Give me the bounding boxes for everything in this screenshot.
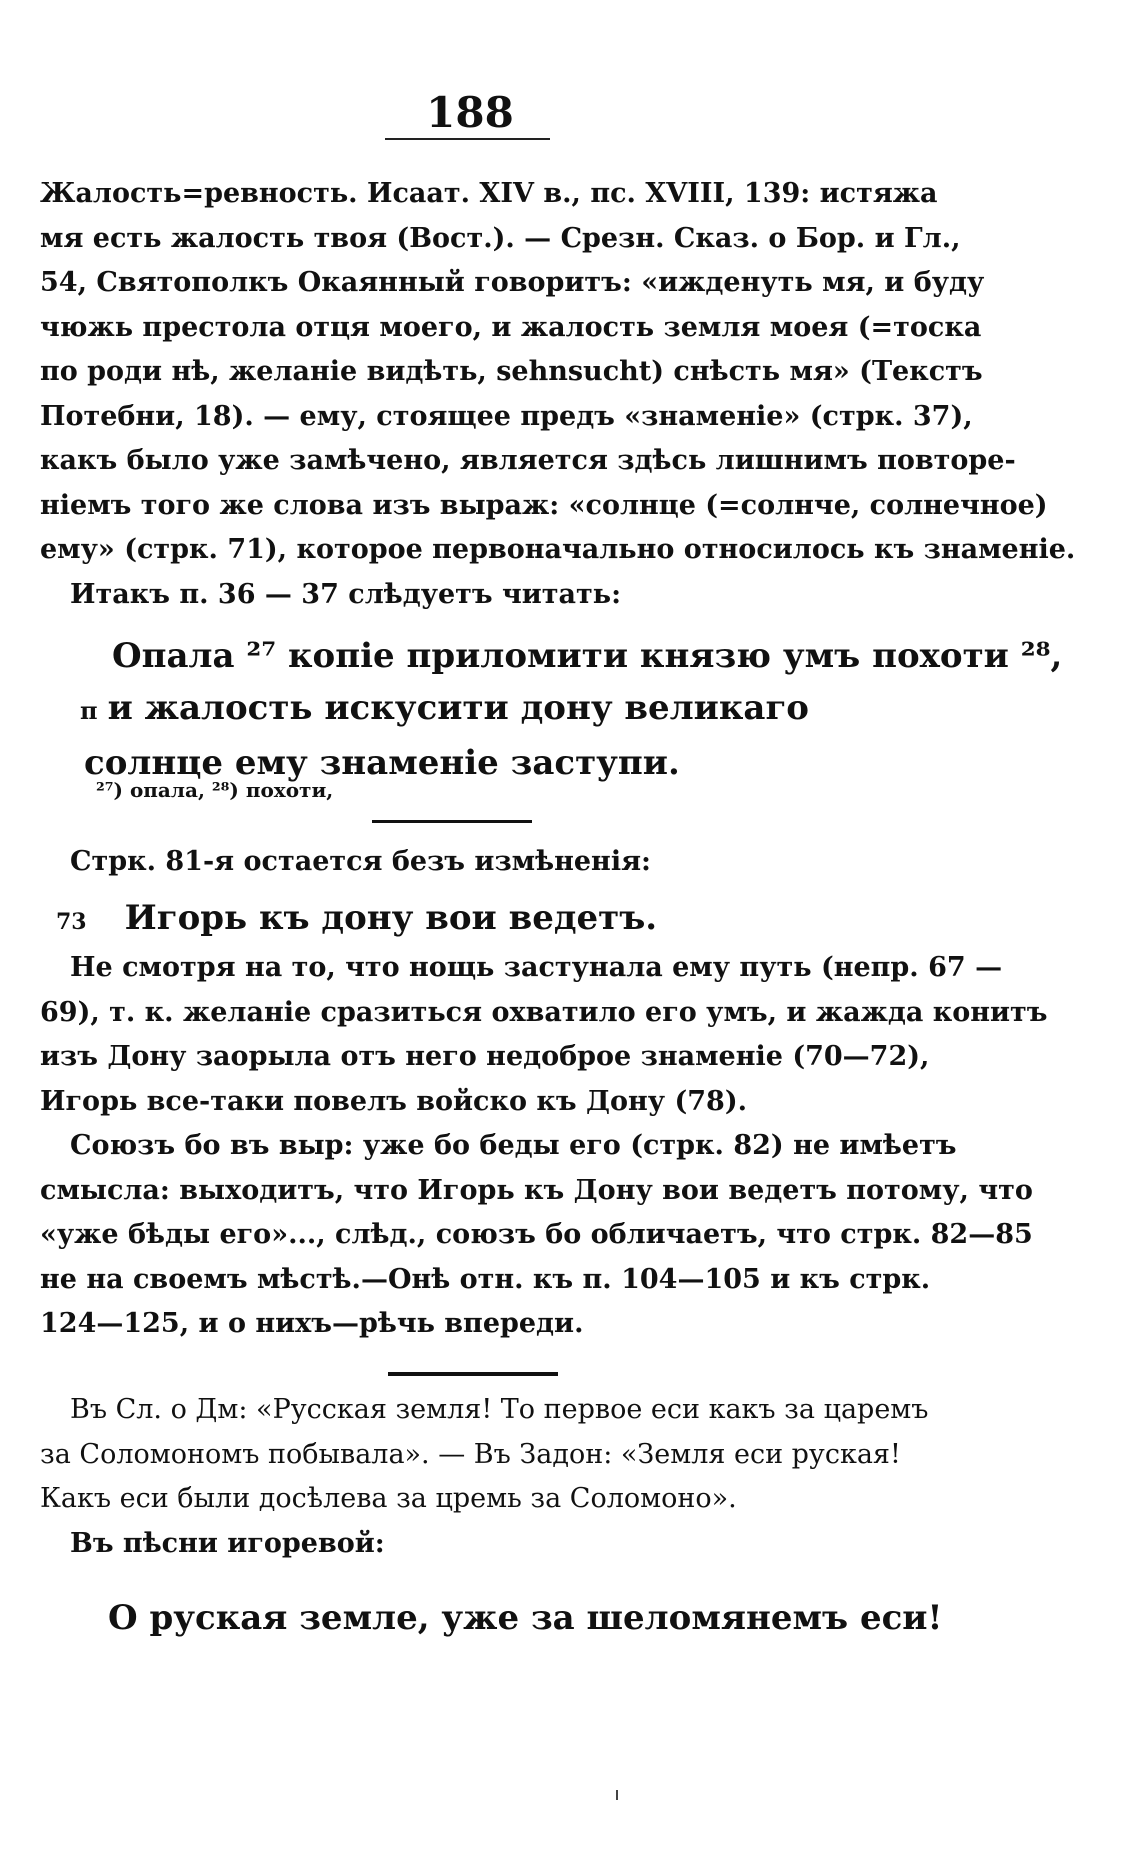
verse-igor xyxy=(56,898,657,938)
text-line: Жалость=ревность. Исаат. XIV в., пс. XVIII, 139: истяжа xyxy=(40,178,938,209)
page-number: 188 xyxy=(426,88,514,137)
text-line: Въ Сл. о Дм: «Русская земля! То первое еси какъ за царемъ xyxy=(70,1394,929,1425)
text-line: 124—125, и о нихъ—рѣчь впереди. xyxy=(40,1308,584,1339)
text-line: за Соломономъ побывала». — Въ Задон: «Земля еси руская! xyxy=(40,1438,901,1470)
verse-line-number: п xyxy=(80,696,98,725)
text-line: не на своемъ мѣстѣ.—Онѣ отн. къ п. 104—105 и къ стрк. xyxy=(40,1263,931,1295)
text-line: 54, Святополкъ Окаянный говоритъ: «ижденуть мя, и буду xyxy=(40,267,985,298)
text-line: «уже бѣды его»..., слѣд., союзъ бо обличаетъ, что стрк. 82—85 xyxy=(40,1219,1033,1250)
text-line: изъ Дону заорыла отъ него недоброе знаменіе (70—72), xyxy=(40,1041,930,1072)
verse-line: солнце ему знаменіе заступи. xyxy=(84,743,680,783)
str81-note: Стрк. 81-я остается безъ измѣненія: xyxy=(70,846,651,877)
text-line: ніемъ того же слова изъ выраж: «солнце (=солнче, солнечное) xyxy=(40,489,1048,521)
intro-paragraph xyxy=(40,172,1076,617)
section-divider xyxy=(388,1372,558,1376)
text-line: чюжь престола отця моего, и жалость земля моея (=тоска xyxy=(40,311,982,343)
verse-line-text: и жалость искусити дону великаго xyxy=(107,688,809,728)
text-line: по роди нѣ, желаніе видѣть, sehnsucht) снѣсть мя» (Текстъ xyxy=(40,356,983,387)
verse-orus: О руская земле, уже за шеломянемъ еси! xyxy=(108,1598,943,1638)
text-line: мя есть жалость твоя (Вост.). — Срезн. Сказ. о Бор. и Гл., xyxy=(40,222,961,254)
text-line: ему» (стрк. 71), которое первоначально относилось къ знаменіе. xyxy=(40,534,1076,565)
text-line: Игорь все-таки повелъ войско къ Дону (78). xyxy=(40,1085,747,1117)
verse-opala xyxy=(80,630,1063,789)
text-line: Итакъ п. 36 — 37 слѣдуетъ читать: xyxy=(70,578,622,610)
comparison-paragraph xyxy=(40,1388,929,1566)
verse-text: Игорь къ дону вои ведетъ. xyxy=(124,898,658,938)
verse-line: Опала ²⁷ копіе приломити князю умъ похоти ²⁸, xyxy=(112,636,1063,676)
commentary-paragraph xyxy=(40,946,1048,1347)
verse-number: 73 xyxy=(56,909,87,935)
text-line: Какъ еси были досѣлева за цремь за Соломоно». xyxy=(40,1483,737,1514)
verse-line xyxy=(80,682,900,737)
text-line: Союзъ бо въ выр: уже бо беды его (стрк. 82) не имѣетъ xyxy=(70,1130,957,1161)
text-line: какъ было уже замѣчено, является здѣсь лишнимъ повторе- xyxy=(40,445,1016,476)
scan-speck xyxy=(616,1790,618,1800)
section-divider xyxy=(372,820,532,823)
page-number-rule xyxy=(385,138,550,140)
text-line: 69), т. к. желаніе сразиться охватило его умъ, и жажда конитъ xyxy=(40,996,1048,1028)
text-line: Потебни, 18). — ему, стоящее предъ «знаменіе» (стрк. 37), xyxy=(40,400,973,432)
text-line: Въ пѣсни игоревой: xyxy=(70,1527,385,1559)
footnote: ²⁷) опала, ²⁸) похоти, xyxy=(96,778,334,802)
text-line: Не смотря на то, что нощь застунала ему путь (непр. 67 — xyxy=(70,952,1003,983)
text-line: смысла: выходитъ, что Игорь къ Дону вои ведетъ потому, что xyxy=(40,1174,1033,1206)
